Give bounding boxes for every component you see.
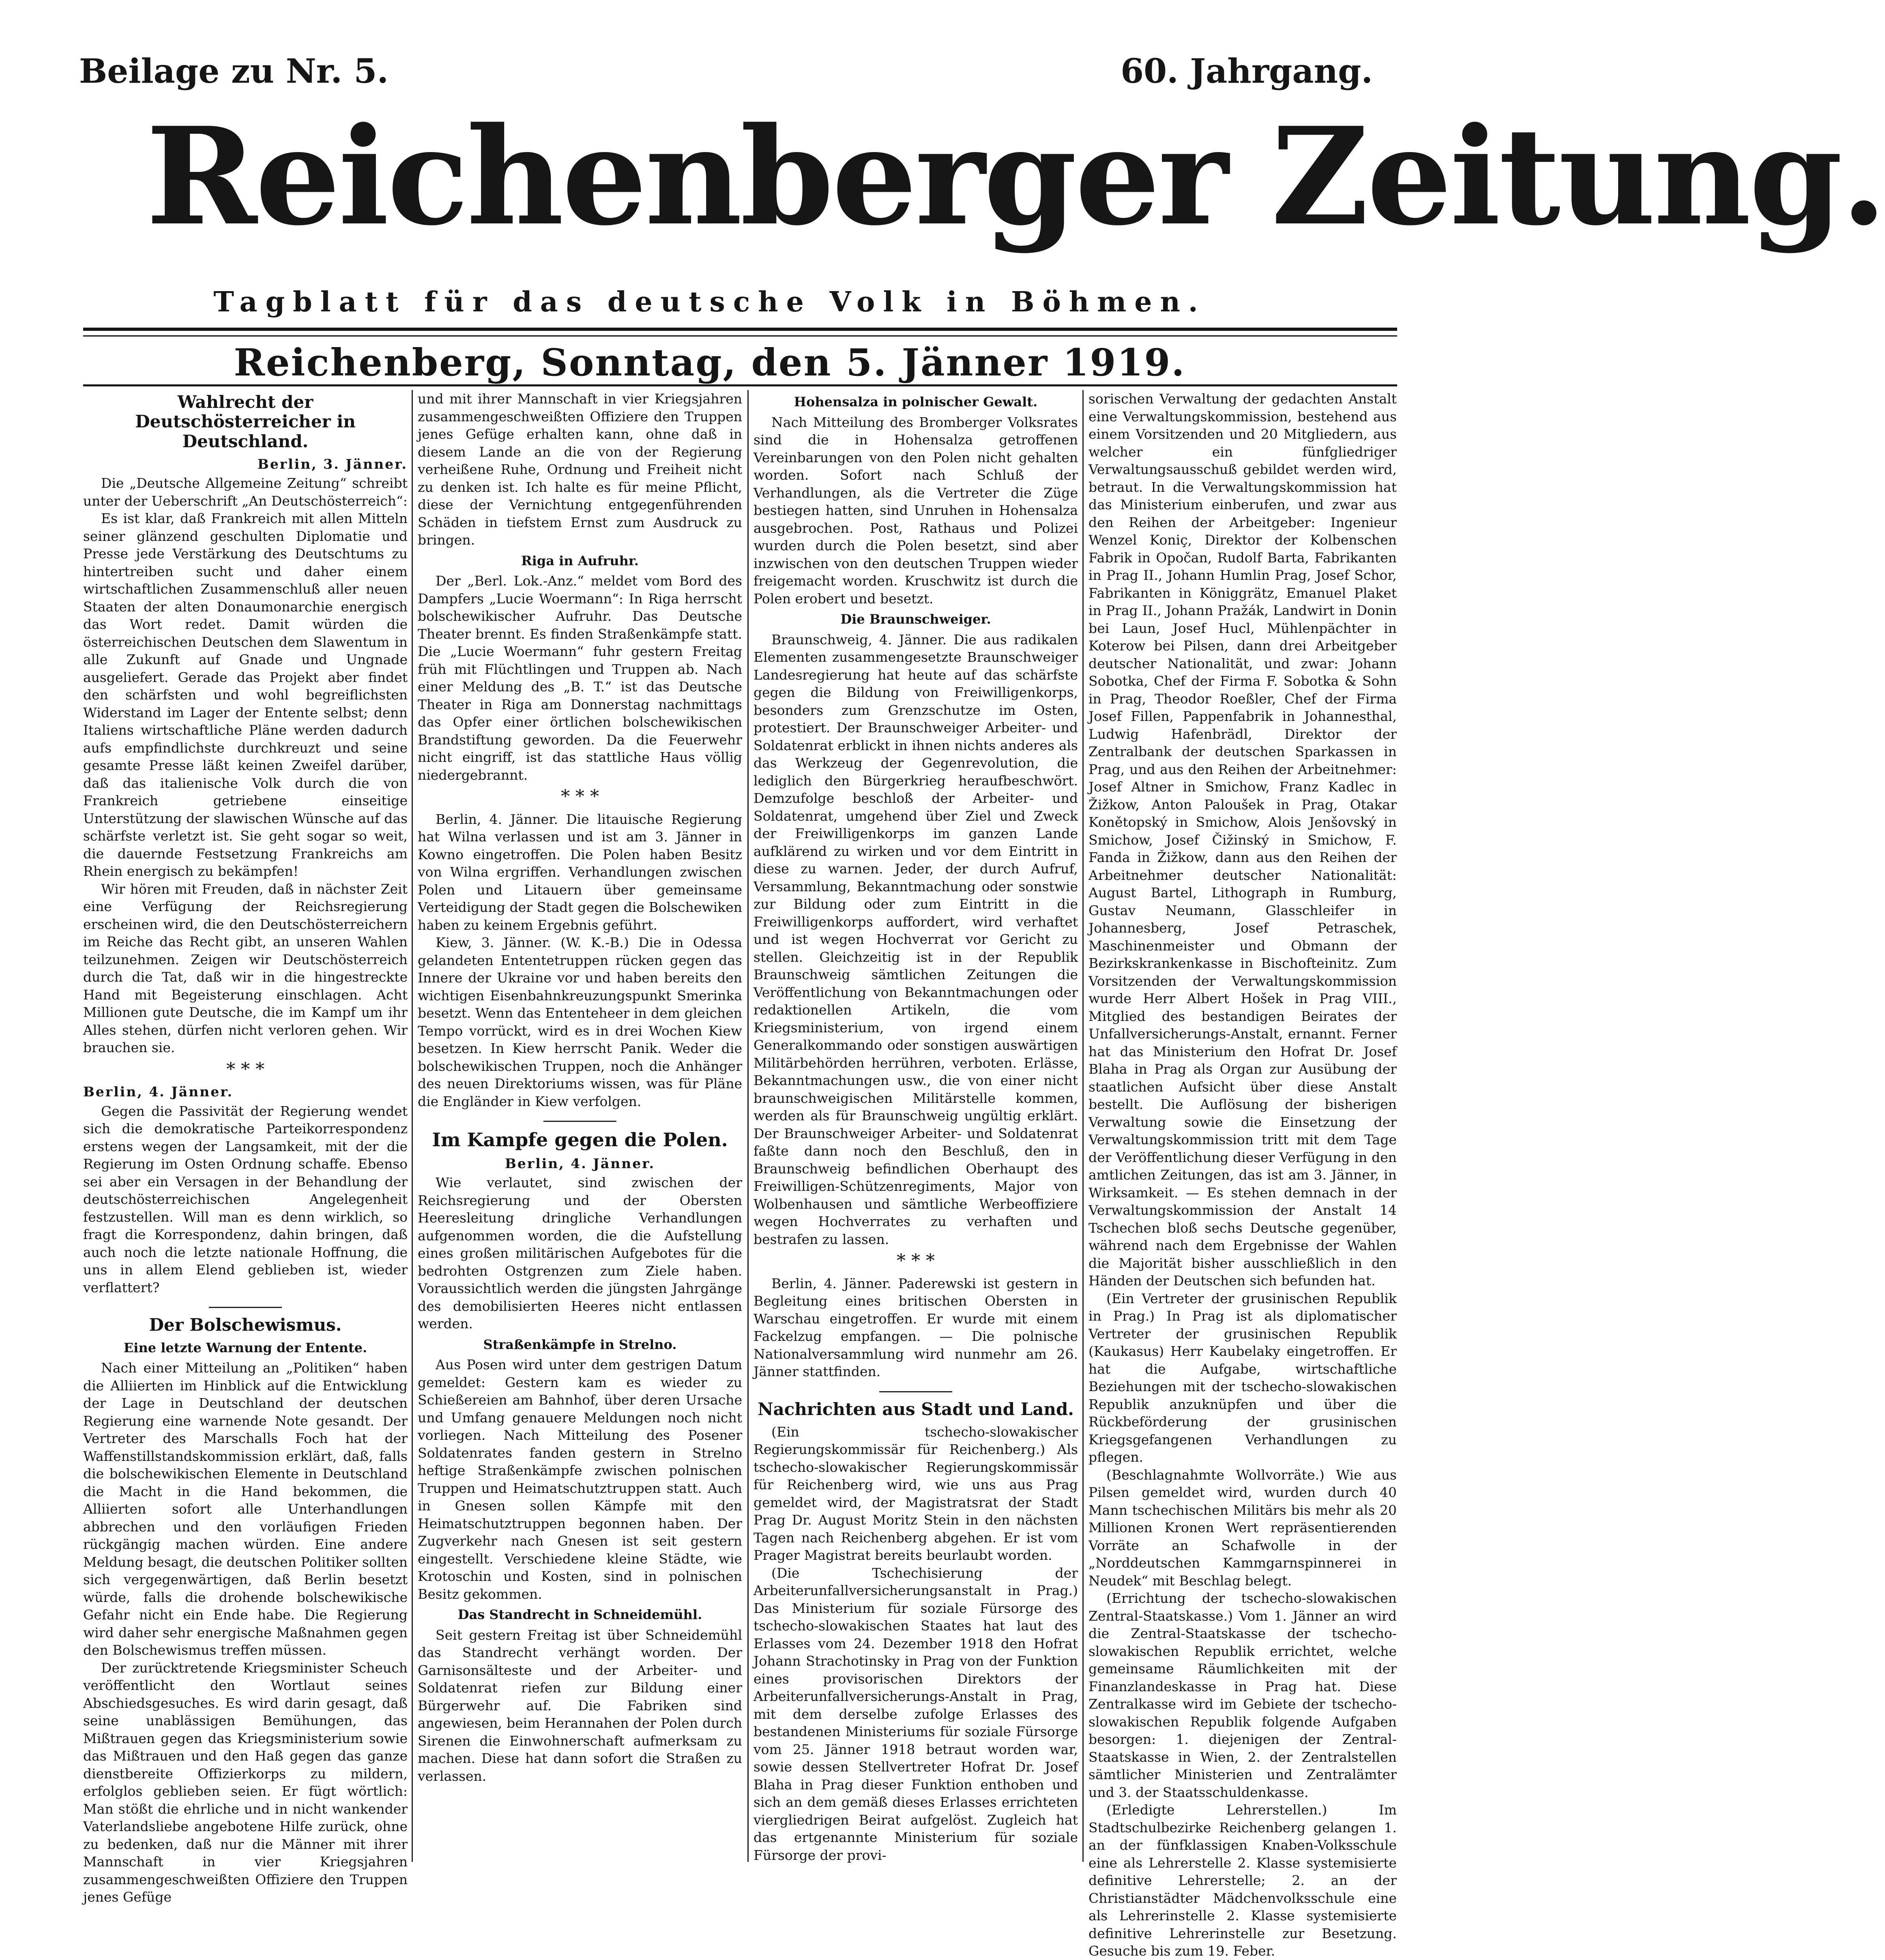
article-headline: Der Bolschewismus. (149, 1315, 342, 1335)
supplement-label: Beilage zu Nr. 5. (79, 52, 389, 91)
dateline-rule (83, 384, 1397, 386)
section-separator: * * * (897, 1250, 935, 1271)
article-paragraph: Nach einer Mitteilung an „Politiken“ haben die Alliierten im Hinblick auf die Entwicklung der Lage in Deutschland der deutschen Regierung eine warnende Note gesandt. Der Vertreter des Marschalls Foch hat der Waffenstillstandskommission erklärt, daß, falls die bolschewikischen Elemente in Deutschland die Macht in die Hand bekommen, die Alliierten sofort alle Unterhandlungen abbrechen und den vorläufigen Frieden rückgängig machen würden. Eine andere Meldung besagt, die deutschen Politiker sollten sich vergegenwärtigen, daß Berlin besetzt würde, falls die drohende bolschewikische Gefahr nicht ein Ende habe. Die Regierung wird daher sehr energische Maßnahmen gegen den Bolschewismus treffen müssen. (83, 1360, 408, 1658)
article-paragraph: Der zurücktretende Kriegsminister Scheuch veröffentlicht den Wortlaut seines Abschiedsgesuches. Es wird darin gesagt, daß seine unablässigen Bemühungen, das Mißtrauen gegen das Kriegsministerium sowie das Mißtrauen und den Haß gegen das ganze dienstbereite Offizierkorps zu mildern, erfolglos geblieben seien. Er fügt wörtlich: Man stößt die ehrliche und in nicht wankender Vaterlandsliebe angebotene Hilfe zurück, ohne zu bedenken, daß nur die Männer mit ihrer Mannschaft in vier Kriegsjahren zusammengeschweißten Offiziere den Truppen jenes Gefüge (83, 1660, 408, 1905)
article-subheadline: Straßenkämpfe in Strelno. (483, 1336, 677, 1352)
column-3 (754, 390, 1078, 1862)
article-paragraph: und mit ihrer Mannschaft in vier Kriegsjahren zusammengeschweißten Offiziere den Truppen jenes Gefüge erhalten kann, ohne daß in diesem Lande an die von der Regierung verheißene Ruhe, Ordnung und Freiheit nicht zu denken ist. Ich halte es für meine Pflicht, diese der Vernichtung entgegenführenden Schäden in tiefstem Ernst zum Ausdruck zu bringen. (418, 391, 742, 548)
article-subheadline: Riga in Aufruhr. (521, 553, 639, 568)
article-subheadline: Hohensalza in polnischer Gewalt. (794, 394, 1038, 410)
column-2 (418, 390, 742, 1862)
article-dateline: Berlin, 4. Jänner. (83, 1084, 234, 1100)
masthead-subtitle: Tagblatt für das deutsche Volk in Böhmen. (213, 286, 1206, 318)
article-paragraph: Kiew, 3. Jänner. (W. K.-B.) Die in Odessa gelandeten Ententetruppen rücken gegen das Innere der Ukraine vor und haben bereits den wichtigen Eisenbahnkreuzungspunkt Smerinka besetzt. Wenn das Ententeheer in dem gleichen Tempo vorrückt, wird es in drei Wochen Kiew besetzen. In Kiew herrscht Panik. Weder die bolschewikischen Truppen, noch die Anhänger des neuen Direktoriums wissen, was für Pläne die Engländer in Kiew verfolgen. (418, 935, 742, 1109)
article-paragraph: (Beschlagnahmte Wollvorräte.) Wie aus Pilsen gemeldet wird, wurden durch 40 Mann tschechischen Militärs bis mehr als 20 Millionen Kronen Wert repräsentierenden Vorräte an Schafwolle in der „Norddeutschen Kammgarnspinnerei in Neudek“ mit Beschlag belegt. (1088, 1467, 1397, 1589)
masthead-rule-thin (83, 335, 1397, 337)
section-rule (209, 1307, 282, 1308)
article-paragraph: Nach Mitteilung des Bromberger Volksrates sind die in Hohensalza getroffenen Vereinbarungen von den Polen nicht gehalten worden. Sofort nach Schluß der Verhandlungen, als die Vertreter die Züge bestiegen hatten, sind Unruhen in Hohensalza ausgebrochen. Post, Rathaus und Polizei wurden durch die Polen besetzt, sind aber inzwischen von den deutschen Truppen wieder freigemacht worden. Kruschwitz ist durch die Polen erobert und besetzt. (754, 414, 1078, 607)
section-rule (543, 1121, 616, 1122)
article-paragraph: Die „Deutsche Allgemeine Zeitung“ schreibt unter der Ueberschrift „An Deutschösterreich“: (83, 475, 408, 509)
article-subheadline: Das Standrecht in Schneidemühl. (457, 1607, 702, 1623)
article-headline: Wahlrecht der Deutschösterreicher in Deutschland. (135, 392, 356, 451)
article-paragraph: (Ein tschecho-slowakischer Regierungskommissär für Reichenberg.) Als tschecho-slowakischer Regierungskommissär für Reichenberg wird, wie uns aus Prag gemeldet wird, der Magistratsrat der Stadt Prag Dr. August Moritz Stein in den nächsten Tagen nach Reichenberg abgehen. Er ist vom Prager Magistrat bereits beurlaubt worden. (754, 1424, 1078, 1563)
volume-label: 60. Jahrgang. (1121, 52, 1373, 91)
article-paragraph: (Erledigte Lehrerstellen.) Im Stadtschulbezirke Reichenberg gelangen 1. an der fünfklassigen Knaben-Volksschule eine als Lehrerstelle 2. Klasse systemisierte definitive Lehrerstelle; 2. an der Christianstädter Mädchenvolksschule eine als Lehrerinstelle 2. Klasse systemisierte definitive Lehrerinstelle zur Besetzung. Gesuche bis zum 19. Feber. (1088, 1802, 1397, 1959)
article-headline: Nachrichten aus Stadt und Land. (758, 1399, 1074, 1419)
article-subheadline: Die Braunschweiger. (840, 611, 991, 627)
column-divider (1082, 390, 1084, 1862)
article-paragraph: (Errichtung der tschecho-slowakischen Zentral-Staatskasse.) Vom 1. Jänner an wird die Zentral-Staatskasse der tschecho-slowakischen Republik errichtet, welche gemeinsame Räumlichkeiten mit der Finanzlandeskasse in Prag hat. Diese Zentralkasse wird im Gebiete der tschecho-slowakischen Republik folgende Aufgaben besorgen: 1. diejenigen der Zentral-Staatskasse in Wien, 2. der Zentralstellen sämtlicher Ministerien und Zentralämter und 3. der Staatsschuldenkasse. (1088, 1590, 1397, 1800)
article-paragraph: Berlin, 4. Jänner. Paderewski ist gestern in Begleitung eines britischen Obersten in Warschau eingetroffen. Er wurde mit einem Fackelzug empfangen. — Die polnische Nationalversammlung wird nunmehr am 26. Jänner stattfinden. (754, 1275, 1078, 1379)
article-paragraph: Wir hören mit Freuden, daß in nächster Zeit eine Verfügung der Reichsregierung erscheinen wird, die den Deutschösterreichern im Reiche das Recht gibt, an unseren Wahlen teilzunehmen. Zeigen wir Deutschösterreich durch die Tat, daß wir in die hingestreckte Hand mit Begeisterung einschlagen. Acht Millionen gute Deutsche, die im Kampf um ihr Alles stehen, dürfen nicht verloren gehen. Wir brauchen sie. (83, 881, 408, 1056)
section-rule (879, 1391, 952, 1392)
column-1 (83, 390, 408, 1905)
section-separator: * * * (561, 786, 599, 807)
article-paragraph: Braunschweig, 4. Jänner. Die aus radikalen Elementen zusammengesetzte Braunschweiger Landesregierung hat heute auf das schärfste gegen die Bildung von Freiwilligenkorps, besonders zum Grenzschutze im Osten, protestiert. Der Braunschweiger Arbeiter- und Soldatenrat erblickt in ihnen nichts anderes als das Werkzeug der Gegenrevolution, die lediglich den Bürgerkrieg heraufbeschwört. Demzufolge beschloß der Arbeiter- und Soldatenrat, umgehend über Ziel und Zweck der Freiwilligenkorps im ganzen Lande aufklärend zu wirken und vor dem Eintritt in diese zu warnen. Jeder, der durch Aufruf, Versammlung, Bekanntmachung oder sonstwie zur Bildung oder zum Eintritt in die Freiwilligenkorps auffordert, wird verhaftet und ist wegen Hochverrat vor Gericht zu stellen. Gleichzeitig ist in der Republik Braunschweig sämtlichen Zeitungen die Veröffentlichung von Bekanntmachungen oder redaktionellen Artikeln, die vom Kriegsministerium, von irgend einem Generalkommando oder sonstigen auswärtigen Militärbehörden herrühren, verboten. Erlässe, Bekanntmachungen usw., die von einer nicht braunschweigischen Militärstelle kommen, werden als für Braunschweig ungültig erklärt. Der Braunschweiger Arbeiter- und Soldatenrat faßte dann noch den Beschluß, den in Braunschweig befindlichen Oberhaupt des Freiwilligen-Schützenregiments, Major von Wolbenhausen und sämtliche Werbeoffiziere wegen Hochverrates zu verhaften und bestrafen zu lassen. (754, 631, 1078, 1247)
masthead-title: Reichenberger Zeitung. (146, 98, 1885, 255)
article-paragraph: Wie verlautet, sind zwischen der Reichsregierung und der Obersten Heeresleitung dringliche Verhandlungen aufgenommen worden, die die Aufstellung eines großen militärischen Aufgebotes für die bedrohten Ostgrenzen zum Ziele haben. Voraussichtlich werden die jüngsten Jahrgänge des demobilisierten Heeres nicht entlassen werden. (418, 1175, 742, 1332)
article-headline: Im Kampfe gegen die Polen. (432, 1129, 728, 1151)
article-paragraph: sorischen Verwaltung der gedachten Anstalt eine Verwaltungskommission, bestehend aus einem Vorsitzenden und 20 Mitgliedern, aus welcher ein fünfgliedriger Verwaltungsausschuß gebildet werden wird, betraut. In die Verwaltungskommission hat das Ministerium einberufen, und zwar aus den Reihen der Arbeitgeber: Ingenieur Wenzel Koniç, Direktor der Kolbenschen Fabrik in Opočan, Rudolf Barta, Fabrikanten in Prag II., Johann Humlin Prag, Josef Schor, Fabrikanten in Königgrätz, Emanuel Plaket in Prag II., Johann Pražák, Landwirt in Donin bei Laun, Josef Hucl, Mühlenpächter in Koterow bei Pilsen, dann drei Arbeitgeber deutscher Nationalität, und zwar: Johann Sobotka, Chef der Firma F. Sobotka & Sohn in Prag, Theodor Roeßler, Chef der Firma Josef Fillen, Pappenfabrik in Johannesthal, Ludwig Hafenbrädl, Direktor der Zentralbank der deutschen Sparkassen in Prag, und aus den Reihen der Arbeitnehmer: Josef Altner in Smichow, Franz Kadlec in Žižkow, Anton Paloušek in Prag, Otakar Konětopský in Smichow, Alois Jenšovský in Smichow, Josef Čižinský in Smichow, F. Fanda in Žižkow, dann aus den Reihen der Arbeitnehmer deutscher Nationalität: August Bartel, Lithograph in Rumburg, Gustav Neumann, Glasschleifer in Johannesberg, Josef Petraschek, Maschinenmeister und Obmann der Bezirkskrankenkasse in Bischofteinitz. Zum Vorsitzenden der Verwaltungskommission wurde Herr Albert Hošek in Prag VIII., Mitglied des bestandigen Beirates der Unfallversicherungs-Anstalt, ernannt. Ferner hat das Ministerium den Hofrat Dr. Josef Blaha in Prag als Organ zur Ausübung der staatlichen Aufsicht über diese Anstalt bestellt. Die Auflösung der bisherigen Verwaltung sowie die Einsetzung der Verwaltungskommission tritt mit dem Tage der Veröffentlichung dieser Verfügung in den amtlichen Zeitungen, das ist am 3. Jänner, in Wirksamkeit. — Es stehen demnach in der Verwaltungskommission der Anstalt 14 Tschechen bloß sechs Deutsche gegenüber, während nach dem Ergebnisse der Wahlen die Majorität bisher ausschließlich in den Händen der Deutschen sich befunden hat. (1088, 391, 1397, 1289)
article-dateline: Berlin, 3. Jänner. (257, 456, 408, 472)
column-divider (747, 390, 749, 1862)
article-paragraph: Aus Posen wird unter dem gestrigen Datum gemeldet: Gestern kam es wieder zu Schießereien am Bahnhof, über deren Ursache und Umfang genauere Meldungen noch nicht vorliegen. Nach Mitteilung des Posener Soldatenrates fanden gestern in Strelno heftige Straßenkämpfe zwischen polnischen Truppen und Heimatschutztruppen statt. Auch in Gnesen sollen Kämpfe mit den Heimatschutztruppen begonnen haben. Der Zugverkehr nach Gnesen ist seit gestern eingestellt. Verschiedene kleine Städte, wie Krotoschin und Kosten, sind in polnischen Besitz gekommen. (418, 1357, 742, 1602)
article-paragraph: (Ein Vertreter der grusinischen Republik in Prag.) In Prag ist als diplomatischer Vertreter der grusinischen Republik (Kaukasus) Herr Kaubelaky eingetroffen. Er hat die Aufgabe, wirtschaftliche Beziehungen mit der tschecho-slowakischen Republik anzuknüpfen und über die Rückbeförderung der grusinischen Kriegsgefangenen Verhandlungen zu pflegen. (1088, 1290, 1397, 1465)
article-paragraph: Seit gestern Freitag ist über Schneidemühl das Standrecht verhängt worden. Der Garnisonsälteste und der Arbeiter- und Soldatenrat riefen zur Bildung einer Bürgerwehr auf. Die Fabriken sind angewiesen, beim Herannahen der Polen durch Sirenen die Einwohnerschaft aufmerksam zu machen. Diese hat dann sofort die Straßen zu verlassen. (418, 1627, 742, 1784)
article-paragraph: Gegen die Passivität der Regierung wendet sich die demokratische Parteikorrespondenz erstens wegen der Langsamkeit, mit der die Regierung im Osten Ordnung schaffe. Ebenso sei aber ein Versagen in der Behandlung der deutschösterreichischen Angelegenheit festzustellen. Will man es denn wirklich, so fragt die Korrespondenz, dahin bringen, daß auch noch die letzte nationale Hoffnung, die uns in allem Elend geblieben ist, wieder verflattert? (83, 1103, 408, 1295)
article-paragraph: Berlin, 4. Jänner. Die litauische Regierung hat Wilna verlassen und ist am 3. Jänner in Kowno eingetroffen. Die Polen haben Besitz von Wilna ergriffen. Verhandlungen zwischen Polen und Litauern über gemeinsame Verteidigung der Stadt gegen die Bolschewiken haben zu keinem Ergebnis geführt. (418, 811, 742, 933)
masthead-rule-thick (83, 328, 1397, 331)
dateline: Reichenberg, Sonntag, den 5. Jänner 1919. (234, 341, 1186, 384)
article-subheadline: Eine letzte Warnung der Entente. (123, 1340, 367, 1355)
column-divider (412, 390, 413, 1862)
article-dateline: Berlin, 4. Jänner. (505, 1155, 655, 1171)
section-separator: * * * (226, 1059, 264, 1080)
article-paragraph: (Die Tschechisierung der Arbeiterunfallversicherungsanstalt in Prag.) Das Ministerium für soziale Fürsorge des tschecho-slowakischen Staates hat laut des Erlasses vom 24. Dezember 1918 den Hofrat Johann Strachotinsky in Prag von der Funktion eines provisorischen Direktors der Arbeiterunfallversicherungs-Anstalt in Prag, mit dem derselbe zufolge Erlasses des bestandenen Ministeriums für soziale Fürsorge vom 25. Jänner 1918 betraut worden war, sowie dessen Stellvertreter Hofrat Dr. Josef Blaha in Prag dieser Funktion enthoben und sich an dem gemäß dieses Erlasses errichteten viergliedrigen Beirat aufgelöst. Zugleich hat das ertgenannte Ministerium für soziale Fürsorge der provi- (754, 1565, 1078, 1863)
column-4 (1088, 390, 1397, 1959)
article-paragraph: Es ist klar, daß Frankreich mit allen Mitteln seiner glänzend geschulten Diplomatie und Presse jede Verstärkung des Deutschtums zu hintertreiben sucht und daher einem wirtschaftlichen Zusammenschluß aller neuen Staaten der alten Donaumonarchie energisch das Wort redet. Damit würden die österreichischen Deutschen dem Slawentum in alle Zukunft auf Gnade und Ungnade ausgeliefert. Gerade das Projekt aber findet den schärfsten und wohl begreiflichsten Widerstand im Lager der Entente selbst; denn Italiens wirtschaftliche Pläne werden dadurch aufs empfindlichste durchkreuzt und seine gesamte Presse läßt keinen Zweifel darüber, daß das italienische Volk durch die von Frankreich getriebene einseitige Unterstützung der slawischen Wünsche auf das schärfste verletzt ist. Sie geht sogar so weit, die dauernde Festsetzung Frankreichs am Rhein energisch zu bekämpfen! (83, 510, 408, 879)
article-paragraph: Der „Berl. Lok.-Anz.“ meldet vom Bord des Dampfers „Lucie Woermann“: In Riga herrscht bolschewikischer Aufruhr. Das Deutsche Theater brennt. Es finden Straßenkämpfe statt. Die „Lucie Woermann“ fuhr gestern Freitag früh mit Flüchtlingen und Truppen ab. Nach einer Meldung des „B. T.“ ist das Deutsche Theater in Riga am Donnerstag nachmittags das Opfer einer örtlichen bolschewikischen Brandstiftung geworden. Da die Feuerwehr nicht eingriff, ist das stattliche Haus völlig niedergebrannt. (418, 573, 742, 783)
